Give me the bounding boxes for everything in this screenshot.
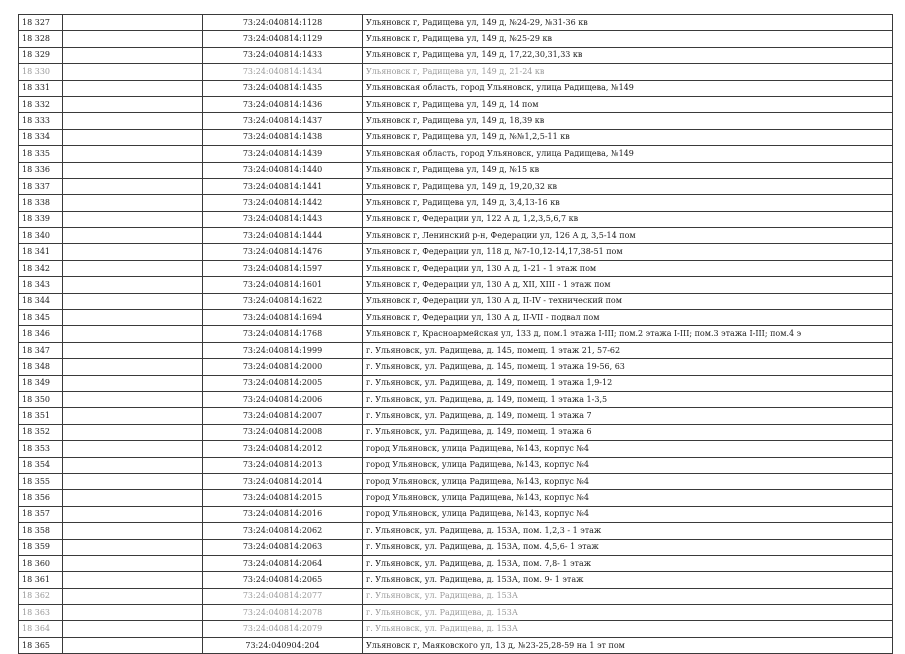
cadastral-number-cell: 73:24:040814:1439 xyxy=(203,146,363,162)
empty-cell xyxy=(63,408,203,424)
cadastral-number-cell: 73:24:040814:1444 xyxy=(203,228,363,244)
address-cell: Ульяновск г, Федерации ул, 130 А д, 1-21 - 1 этаж пом xyxy=(363,260,893,276)
row-number-cell: 18 332 xyxy=(19,96,63,112)
row-number-cell: 18 331 xyxy=(19,80,63,96)
empty-cell xyxy=(63,539,203,555)
empty-cell xyxy=(63,490,203,506)
cadastral-number-cell: 73:24:040814:1999 xyxy=(203,342,363,358)
address-cell: город Ульяновск, улица Радищева, №143, корпус №4 xyxy=(363,506,893,522)
cadastral-number-cell: 73:24:040814:1443 xyxy=(203,211,363,227)
table-row xyxy=(19,457,893,473)
row-number-cell: 18 347 xyxy=(19,342,63,358)
cadastral-number-cell: 73:24:040814:2077 xyxy=(203,588,363,604)
address-cell: г. Ульяновск, ул. Радищева, д. 149, помещ. 1 этажа 1-3,5 xyxy=(363,391,893,407)
address-cell: Ульяновск г, Радищева ул, 149 д, 3,4,13-16 кв xyxy=(363,195,893,211)
address-cell: город Ульяновск, улица Радищева, №143, корпус №4 xyxy=(363,441,893,457)
empty-cell xyxy=(63,15,203,31)
empty-cell xyxy=(63,80,203,96)
address-cell: Ульяновск г, Радищева ул, 149 д, 18,39 кв xyxy=(363,113,893,129)
row-number-cell: 18 358 xyxy=(19,523,63,539)
empty-cell xyxy=(63,326,203,342)
row-number-cell: 18 361 xyxy=(19,572,63,588)
table-row xyxy=(19,424,893,440)
cadastral-number-cell: 73:24:040814:1438 xyxy=(203,129,363,145)
cadastral-number-cell: 73:24:040814:1440 xyxy=(203,162,363,178)
cadastral-number-cell: 73:24:040814:1694 xyxy=(203,310,363,326)
registry-body xyxy=(19,15,893,654)
cadastral-number-cell: 73:24:040814:2007 xyxy=(203,408,363,424)
row-number-cell: 18 334 xyxy=(19,129,63,145)
empty-cell xyxy=(63,457,203,473)
row-number-cell: 18 329 xyxy=(19,47,63,63)
cadastral-number-cell: 73:24:040814:1622 xyxy=(203,293,363,309)
table-row xyxy=(19,228,893,244)
table-row xyxy=(19,178,893,194)
cadastral-number-cell: 73:24:040814:2064 xyxy=(203,555,363,571)
empty-cell xyxy=(63,211,203,227)
row-number-cell: 18 343 xyxy=(19,277,63,293)
row-number-cell: 18 333 xyxy=(19,113,63,129)
address-cell: Ульяновск г, Маяковского ул, 13 д, №23-25,28-59 на 1 эт пом xyxy=(363,637,893,653)
cadastral-number-cell: 73:24:040814:2012 xyxy=(203,441,363,457)
empty-cell xyxy=(63,162,203,178)
cadastral-number-cell: 73:24:040814:1437 xyxy=(203,113,363,129)
row-number-cell: 18 365 xyxy=(19,637,63,653)
registry-sheet xyxy=(18,14,892,654)
empty-cell xyxy=(63,523,203,539)
table-row xyxy=(19,441,893,457)
address-cell: Ульяновск г, Ленинский р-н, Федерации ул, 126 А д, 3,5-14 пом xyxy=(363,228,893,244)
address-cell: Ульяновск г, Федерации ул, 130 А д, II-VII - подвал пом xyxy=(363,310,893,326)
table-row xyxy=(19,473,893,489)
cadastral-number-cell: 73:24:040814:1768 xyxy=(203,326,363,342)
address-cell: г. Ульяновск, ул. Радищева, д. 153А, пом. 4,5,6- 1 этаж xyxy=(363,539,893,555)
cadastral-number-cell: 73:24:040814:1601 xyxy=(203,277,363,293)
empty-cell xyxy=(63,195,203,211)
table-row xyxy=(19,211,893,227)
table-row xyxy=(19,113,893,129)
address-cell: г. Ульяновск, ул. Радищева, д. 145, помещ. 1 этажа 19-56, 63 xyxy=(363,359,893,375)
address-cell: г. Ульяновск, ул. Радищева, д. 153А, пом. 7,8- 1 этаж xyxy=(363,555,893,571)
table-row xyxy=(19,555,893,571)
empty-cell xyxy=(63,31,203,47)
address-cell: Ульяновск г, Радищева ул, 149 д, 14 пом xyxy=(363,96,893,112)
row-number-cell: 18 341 xyxy=(19,244,63,260)
row-number-cell: 18 346 xyxy=(19,326,63,342)
table-row xyxy=(19,572,893,588)
table-row xyxy=(19,523,893,539)
table-row xyxy=(19,539,893,555)
empty-cell xyxy=(63,113,203,129)
address-cell: Ульяновск г, Радищева ул, 149 д, 17,22,30,31,33 кв xyxy=(363,47,893,63)
address-cell: город Ульяновск, улица Радищева, №143, корпус №4 xyxy=(363,490,893,506)
table-row xyxy=(19,260,893,276)
table-row xyxy=(19,162,893,178)
table-row xyxy=(19,326,893,342)
empty-cell xyxy=(63,260,203,276)
cadastral-number-cell: 73:24:040814:2078 xyxy=(203,605,363,621)
empty-cell xyxy=(63,621,203,637)
address-cell: г. Ульяновск, ул. Радищева, д. 153А, пом. 1,2,3 - 1 этаж xyxy=(363,523,893,539)
row-number-cell: 18 364 xyxy=(19,621,63,637)
empty-cell xyxy=(63,47,203,63)
cadastral-number-cell: 73:24:040814:1433 xyxy=(203,47,363,63)
address-cell: г. Ульяновск, ул. Радищева, д. 149, помещ. 1 этажа 1,9-12 xyxy=(363,375,893,391)
address-cell: г. Ульяновск, ул. Радищева, д. 149, помещ. 1 этажа 7 xyxy=(363,408,893,424)
cadastral-number-cell: 73:24:040814:1128 xyxy=(203,15,363,31)
cadastral-number-cell: 73:24:040814:1597 xyxy=(203,260,363,276)
table-row xyxy=(19,31,893,47)
row-number-cell: 18 351 xyxy=(19,408,63,424)
cadastral-number-cell: 73:24:040814:2079 xyxy=(203,621,363,637)
empty-cell xyxy=(63,129,203,145)
empty-cell xyxy=(63,342,203,358)
address-cell: Ульяновск г, Радищева ул, 149 д, №24-29, №31-36 кв xyxy=(363,15,893,31)
address-cell: г. Ульяновск, ул. Радищева, д. 149, помещ. 1 этажа 6 xyxy=(363,424,893,440)
table-row xyxy=(19,359,893,375)
cadastral-number-cell: 73:24:040814:2063 xyxy=(203,539,363,555)
cadastral-number-cell: 73:24:040814:1129 xyxy=(203,31,363,47)
empty-cell xyxy=(63,310,203,326)
address-cell: Ульяновск г, Радищева ул, 149 д, №№1,2,5-11 кв xyxy=(363,129,893,145)
cadastral-number-cell: 73:24:040814:1476 xyxy=(203,244,363,260)
row-number-cell: 18 340 xyxy=(19,228,63,244)
row-number-cell: 18 336 xyxy=(19,162,63,178)
cadastral-number-cell: 73:24:040814:2008 xyxy=(203,424,363,440)
table-row xyxy=(19,244,893,260)
row-number-cell: 18 339 xyxy=(19,211,63,227)
table-row xyxy=(19,277,893,293)
cadastral-number-cell: 73:24:040814:2000 xyxy=(203,359,363,375)
row-number-cell: 18 349 xyxy=(19,375,63,391)
address-cell: Ульяновская область, город Ульяновск, улица Радищева, №149 xyxy=(363,146,893,162)
table-row xyxy=(19,15,893,31)
table-row xyxy=(19,375,893,391)
row-number-cell: 18 348 xyxy=(19,359,63,375)
address-cell: г. Ульяновск, ул. Радищева, д. 153А, пом. 9- 1 этаж xyxy=(363,572,893,588)
row-number-cell: 18 353 xyxy=(19,441,63,457)
empty-cell xyxy=(63,228,203,244)
table-row xyxy=(19,96,893,112)
empty-cell xyxy=(63,572,203,588)
empty-cell xyxy=(63,96,203,112)
address-cell: Ульяновск г, Радищева ул, 149 д, №15 кв xyxy=(363,162,893,178)
table-row xyxy=(19,342,893,358)
empty-cell xyxy=(63,277,203,293)
row-number-cell: 18 357 xyxy=(19,506,63,522)
cadastral-number-cell: 73:24:040904:204 xyxy=(203,637,363,653)
empty-cell xyxy=(63,555,203,571)
address-cell: г. Ульяновск, ул. Радищева, д. 145, помещ. 1 этаж 21, 57-62 xyxy=(363,342,893,358)
row-number-cell: 18 338 xyxy=(19,195,63,211)
table-row xyxy=(19,64,893,80)
table-row xyxy=(19,588,893,604)
row-number-cell: 18 355 xyxy=(19,473,63,489)
cadastral-number-cell: 73:24:040814:2062 xyxy=(203,523,363,539)
address-cell: г. Ульяновск, ул. Радищева, д. 153А xyxy=(363,588,893,604)
empty-cell xyxy=(63,424,203,440)
empty-cell xyxy=(63,473,203,489)
cadastral-number-cell: 73:24:040814:2014 xyxy=(203,473,363,489)
empty-cell xyxy=(63,244,203,260)
empty-cell xyxy=(63,293,203,309)
cadastral-number-cell: 73:24:040814:2013 xyxy=(203,457,363,473)
empty-cell xyxy=(63,375,203,391)
row-number-cell: 18 356 xyxy=(19,490,63,506)
address-cell: Ульяновская область, город Ульяновск, улица Радищева, №149 xyxy=(363,80,893,96)
table-row xyxy=(19,391,893,407)
table-row xyxy=(19,80,893,96)
address-cell: Ульяновск г, Красноармейская ул, 133 д, пом.1 этажа I-III; пом.2 этажа I-III; пом.3 этажа I-III; пом.4 э xyxy=(363,326,893,342)
empty-cell xyxy=(63,178,203,194)
empty-cell xyxy=(63,359,203,375)
cadastral-number-cell: 73:24:040814:1441 xyxy=(203,178,363,194)
row-number-cell: 18 352 xyxy=(19,424,63,440)
address-cell: город Ульяновск, улица Радищева, №143, корпус №4 xyxy=(363,473,893,489)
cadastral-number-cell: 73:24:040814:1442 xyxy=(203,195,363,211)
cadastral-number-cell: 73:24:040814:1436 xyxy=(203,96,363,112)
row-number-cell: 18 330 xyxy=(19,64,63,80)
table-row xyxy=(19,129,893,145)
address-cell: Ульяновск г, Федерации ул, 122 А д, 1,2,3,5,6,7 кв xyxy=(363,211,893,227)
address-cell: г. Ульяновск, ул. Радищева, д. 153А xyxy=(363,605,893,621)
table-row xyxy=(19,490,893,506)
cadastral-number-cell: 73:24:040814:1434 xyxy=(203,64,363,80)
cadastral-number-cell: 73:24:040814:2006 xyxy=(203,391,363,407)
table-row xyxy=(19,47,893,63)
registry-table xyxy=(18,14,893,654)
table-row xyxy=(19,621,893,637)
row-number-cell: 18 327 xyxy=(19,15,63,31)
cadastral-number-cell: 73:24:040814:2015 xyxy=(203,490,363,506)
row-number-cell: 18 328 xyxy=(19,31,63,47)
row-number-cell: 18 354 xyxy=(19,457,63,473)
address-cell: Ульяновск г, Федерации ул, 130 А д, II-IV - технический пом xyxy=(363,293,893,309)
row-number-cell: 18 360 xyxy=(19,555,63,571)
empty-cell xyxy=(63,506,203,522)
row-number-cell: 18 337 xyxy=(19,178,63,194)
table-row xyxy=(19,146,893,162)
address-cell: Ульяновск г, Федерации ул, 118 д, №7-10,12-14,17,38-51 пом xyxy=(363,244,893,260)
empty-cell xyxy=(63,588,203,604)
address-cell: Ульяновск г, Радищева ул, 149 д, 19,20,32 кв xyxy=(363,178,893,194)
empty-cell xyxy=(63,605,203,621)
empty-cell xyxy=(63,391,203,407)
row-number-cell: 18 345 xyxy=(19,310,63,326)
empty-cell xyxy=(63,146,203,162)
cadastral-number-cell: 73:24:040814:1435 xyxy=(203,80,363,96)
row-number-cell: 18 363 xyxy=(19,605,63,621)
address-cell: г. Ульяновск, ул. Радищева, д. 153А xyxy=(363,621,893,637)
table-row xyxy=(19,293,893,309)
row-number-cell: 18 350 xyxy=(19,391,63,407)
address-cell: Ульяновск г, Радищева ул, 149 д, №25-29 кв xyxy=(363,31,893,47)
table-row xyxy=(19,605,893,621)
address-cell: город Ульяновск, улица Радищева, №143, корпус №4 xyxy=(363,457,893,473)
table-row xyxy=(19,310,893,326)
table-row xyxy=(19,506,893,522)
table-row xyxy=(19,408,893,424)
cadastral-number-cell: 73:24:040814:2005 xyxy=(203,375,363,391)
row-number-cell: 18 335 xyxy=(19,146,63,162)
row-number-cell: 18 362 xyxy=(19,588,63,604)
empty-cell xyxy=(63,64,203,80)
cadastral-number-cell: 73:24:040814:2016 xyxy=(203,506,363,522)
address-cell: Ульяновск г, Радищева ул, 149 д, 21-24 кв xyxy=(363,64,893,80)
table-row xyxy=(19,195,893,211)
address-cell: Ульяновск г, Федерации ул, 130 А д, XII, XIII - 1 этаж пом xyxy=(363,277,893,293)
row-number-cell: 18 342 xyxy=(19,260,63,276)
cadastral-number-cell: 73:24:040814:2065 xyxy=(203,572,363,588)
row-number-cell: 18 344 xyxy=(19,293,63,309)
empty-cell xyxy=(63,441,203,457)
row-number-cell: 18 359 xyxy=(19,539,63,555)
